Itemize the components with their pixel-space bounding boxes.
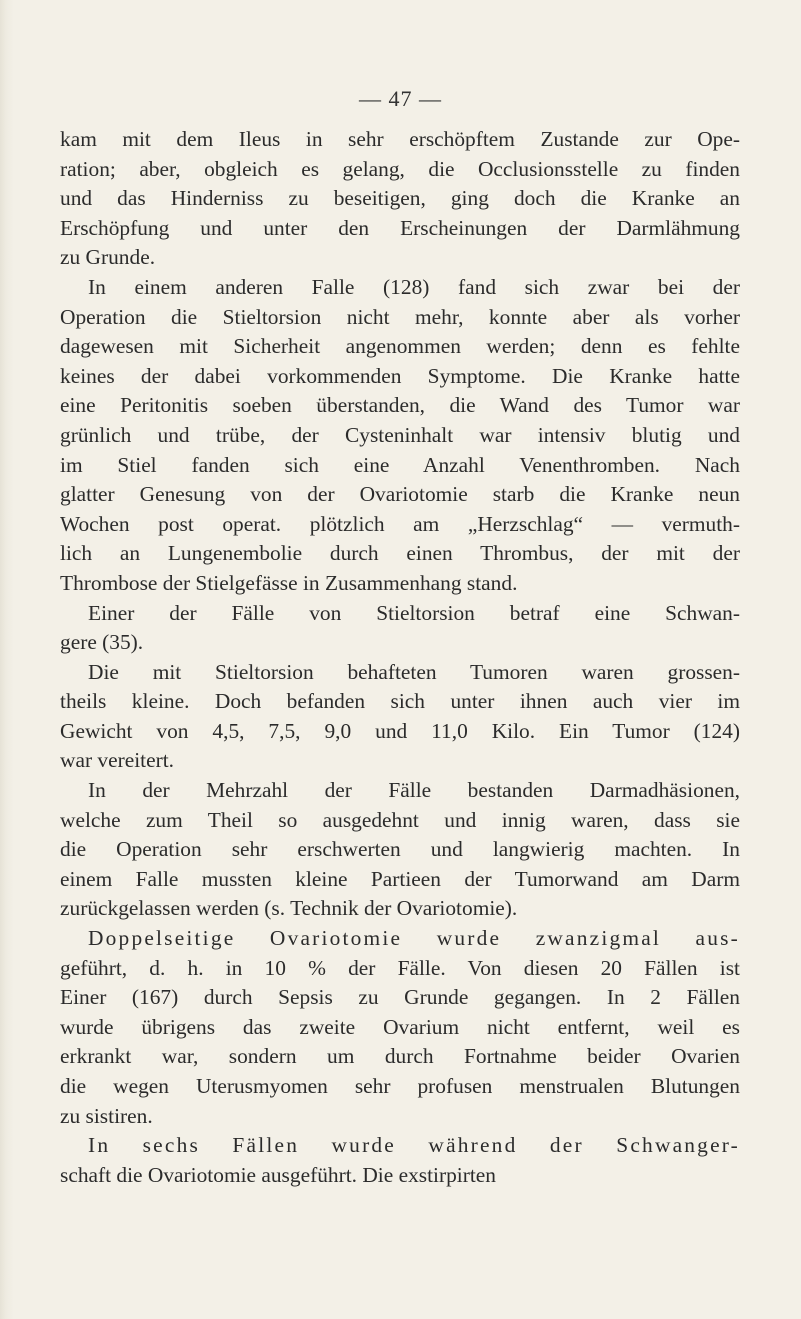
text-line: die wegen Uterusmyomen sehr profusen menstrualen Blutungen: [60, 1074, 740, 1098]
text-line: erkrankt war, sondern um durch Fortnahme beider Ovarien: [60, 1044, 740, 1069]
text-line: lich an Lungenembolie durch einen Thrombus, der mit der: [60, 541, 740, 566]
text-line: einem Falle mussten kleine Partieen der Tumorwand am Darm: [60, 866, 740, 891]
text-line: welche zum Theil so ausgedehnt und innig waren, dass sie: [60, 807, 740, 832]
text-line: ration; aber, obgleich es gelang, die Occlusionsstelle zu finden: [60, 156, 740, 181]
text-line: grünlich und trübe, der Cysteninhalt war intensiv blutig und: [60, 422, 740, 447]
text-line: geführt, d. h. in 10 % der Fälle. Von diesen 20 Fällen ist: [60, 955, 740, 980]
text-line: im Stiel fanden sich eine Anzahl Venenthromben. Nach: [60, 452, 740, 477]
text-line: Doppelseitige Ovariotomie wurde zwanzigmal aus-: [88, 926, 740, 951]
text-line: In der Mehrzahl der Fälle bestanden Darmadhäsionen,: [88, 778, 740, 803]
text-line: In einem anderen Falle (128) fand sich zwar bei der: [88, 274, 740, 299]
text-line: Operation die Stieltorsion nicht mehr, konnte aber als vorher: [60, 304, 740, 329]
text-line: dagewesen mit Sicherheit angenommen werden; denn es fehlte: [60, 334, 740, 359]
text-line: Wochen post operat. plötzlich am „Herzschlag“ — vermuth-: [60, 511, 740, 536]
body-text: [60, 125, 740, 1190]
text-line: eine Peritonitis soeben überstanden, die Wand des Tumor war: [60, 393, 740, 418]
text-line: glatter Genesung von der Ovariotomie starb die Kranke neun: [60, 482, 740, 507]
text-line: In sechs Fällen wurde während der Schwanger-: [88, 1133, 740, 1158]
text-line: wurde übrigens das zweite Ovarium nicht entfernt, weil es: [60, 1014, 740, 1039]
text-line: Gewicht von 4,5, 7,5, 9,0 und 11,0 Kilo. Ein Tumor (124): [60, 718, 740, 743]
text-line: Erschöpfung und unter den Erscheinungen der Darmlähmung: [60, 215, 740, 240]
page-number: — 47 —: [359, 86, 442, 111]
text-line: kam mit dem Ileus in sehr erschöpftem Zustande zur Ope-: [60, 127, 740, 151]
text-line: zu sistiren.: [60, 1103, 153, 1128]
text-line: zu Grunde.: [60, 245, 156, 270]
text-line: Einer der Fälle von Stieltorsion betraf eine Schwan-: [88, 600, 740, 625]
text-line: Thrombose der Stielgefässe in Zusammenhang stand.: [60, 570, 518, 595]
text-line: und das Hinderniss zu beseitigen, ging doch die Kranke an: [60, 186, 740, 211]
text-line: schaft die Ovariotomie ausgeführt. Die exstirpirten: [60, 1162, 496, 1187]
text-line: theils kleine. Doch befanden sich unter ihnen auch vier im: [60, 689, 740, 714]
text-line: war vereitert.: [60, 748, 175, 773]
text-line: Die mit Stieltorsion behafteten Tumoren waren grossen-: [88, 659, 740, 684]
text-line: gere (35).: [60, 630, 144, 655]
text-line: die Operation sehr erschwerten und langwierig machten. In: [60, 837, 740, 862]
text-line: keines der dabei vorkommenden Symptome. Die Kranke hatte: [60, 363, 740, 388]
text-line: Einer (167) durch Sepsis zu Grunde gegangen. In 2 Fällen: [60, 985, 740, 1010]
text-line: zurückgelassen werden (s. Technik der Ovariotomie).: [60, 896, 518, 921]
